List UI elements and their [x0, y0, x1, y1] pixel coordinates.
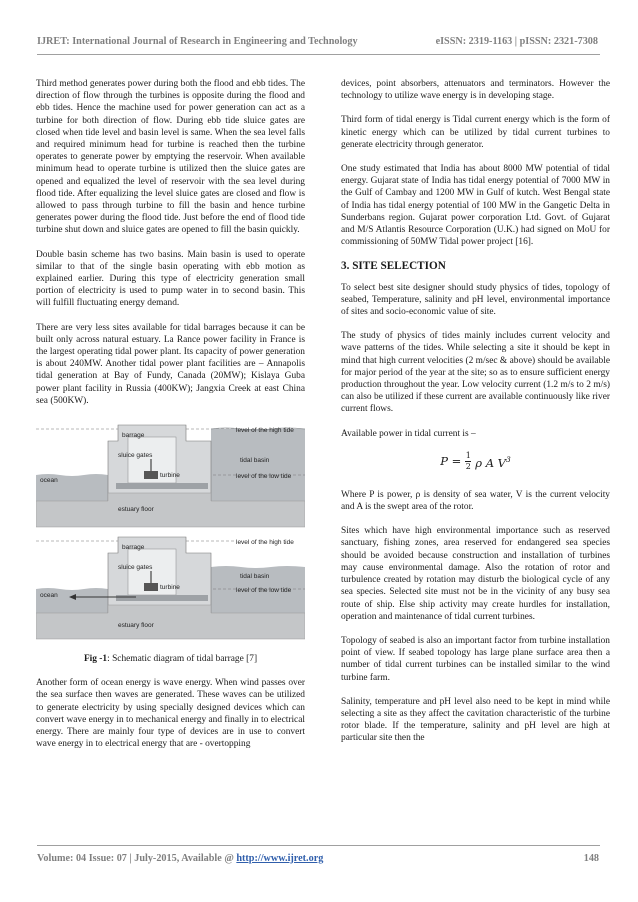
left-column — [36, 78, 305, 763]
label-sluice-gates: sluice gates — [118, 452, 153, 460]
formula-fraction — [465, 452, 471, 471]
lower-diagram — [36, 537, 305, 639]
paragraph: Third method generates power during both the flood and ebb tides. The direction of flow through the turbines is opposite during the flood and ebb tides. Hence the machine used for power generation can act as a turbine for both direction of flow. During ebb tide sluice gates are closed when tide level and basin level is same. When the sea level falls and required minimum head for turbine is reached then the turbine operates to generate power by emptying the reservoir. When available minimum head to operate turbine is utilized then the sluice gates are opened and equalized the level of reservoir with the sea level during flood tide. After equalizing the level sluice gates are closed and flow is allowed to pass through turbine to fill the basin and hence turbine generates power during the flood tide. Just before the end of flood tide turbine shut down and sluice gates are opened to fill the basin quickly. — [36, 79, 305, 236]
paragraph: There are very less sites available for tidal barrages because it can be built only across natural estuary. La Rance power facility in France is the largest operating tidal power plant. Its capacity of power generation is about 240MW. Another tidal power plant facilities are – Annapolis tidal generation at Bay of Fundy, Canada (20MW); Kislaya Guba power plant facility in Russia (400KW); Jangxia Creek at east China sea (500KW). — [36, 322, 305, 406]
power-formula — [341, 452, 610, 471]
label-estuary-floor: estuary floor — [118, 506, 154, 514]
paragraph: The study of physics of tides mainly includes current velocity and wave patterns of the tides. While selecting a site it should be kept in mind that high current velocities (2 m/sec & above) should be available for major period of the year at the site; so as to ensure sufficient energy production throughout the year. Low velocity current (1.2 m/s to 2 m/s) can also be utilized if these current are available continuously like river current flows. — [341, 331, 610, 415]
label-sluice-gates: sluice gates — [118, 564, 153, 572]
paragraph: To select best site designer should study physics of tides, topology of seabed, Temperature, salinity and pH level, environmental importance of sites and socio-economic value of site. — [341, 282, 610, 318]
label-turbine: turbine — [160, 584, 180, 592]
footer-rule — [37, 845, 600, 846]
label-ocean: ocean — [40, 592, 58, 600]
label-high-tide: level of the high tide — [236, 427, 294, 435]
caption-label: Fig -1 — [83, 654, 108, 665]
page-number: 148 — [583, 853, 599, 864]
label-tidal-basin: tidal basin — [240, 573, 270, 581]
label-turbine: turbine — [160, 472, 180, 480]
formula-numerator: 1 — [465, 450, 471, 460]
paragraph: devices, point absorbers, attenuators and terminators. However the technology to utilize wave energy is in developing stage. — [341, 79, 610, 102]
footer-volume — [37, 853, 323, 864]
formula-exponent: 3 — [505, 454, 511, 464]
section-title: 3. SITE SELECTION — [341, 260, 446, 273]
label-tidal-basin: tidal basin — [240, 457, 270, 465]
journal-url-link[interactable]: http://www.ijret.org — [236, 853, 324, 864]
formula-denominator: 2 — [465, 461, 471, 471]
paragraph: Salinity, temperature and pH level also need to be kept in mind while selecting a site as they affect the cavitation characteristic of the turbine rotor blade. If the temperature, salinity and pH level are high at particular site then the — [341, 696, 610, 744]
right-column — [341, 78, 610, 757]
label-estuary-floor: estuary floor — [118, 622, 154, 630]
formula-lhs: P = — [440, 454, 462, 469]
label-low-tide: level of the low tide — [236, 587, 292, 595]
label-low-tide: level of the low tide — [236, 473, 292, 481]
figure-caption — [36, 653, 305, 665]
paragraph: Third form of tidal energy is Tidal current energy which is the form of kinetic energy which can be utilized by tidal current turbines to generate electricity through generator. — [341, 115, 610, 150]
footer-volume-text: Volume: 04 Issue: 07 | July-2015, Available @ — [37, 853, 237, 864]
paragraph: Available power in tidal current is – — [341, 428, 476, 439]
caption-text: : Schematic diagram of tidal barrage [7] — [107, 654, 258, 665]
label-barrage: barrage — [122, 432, 145, 440]
label-high-tide: level of the high tide — [236, 539, 294, 547]
paragraph: Topology of seabed is also an important factor from turbine installation point of view. If seabed topology has large plane surface area then a number of tidal current turbines can be installed similar to the wind turbine farm. — [341, 635, 610, 683]
formula-rhs: ρ A V — [475, 455, 506, 470]
journal-title: IJRET: International Journal of Research in Engineering and Technology — [37, 36, 358, 47]
paragraph: Another form of ocean energy is wave energy. When wind passes over the sea surface then waves are generated. These waves can be utilized to generate electricity by using specially designed devices which can convert wave energy in to mechanical energy and finally in to electrical energy. There are mainly four type of devices are in use to convert wave energy in to electrical energy that are - overtopping — [36, 678, 305, 750]
paragraph: One study estimated that India has about 8000 MW potential of tidal energy. Gujarat state of India has tidal energy potential of 7000 MW in the Gulf of Cambay and 1200 MW in Gulf of kutch. West Bengal state of India has tidal energy potential of 100 MW in the Gangetic Delta in Sunderbans region. Gujarat power corporation Ltd. Govt. of Gujarat and M/S Atlantis Resource Corporation (U.K.) had signed on MoU for commissioning of 50MW Tidal power project [16]. — [341, 164, 610, 248]
page-header — [37, 36, 598, 47]
upper-diagram — [36, 425, 305, 527]
label-ocean: ocean — [40, 477, 58, 485]
paragraph: Sites which have high environmental importance such as reserved sanctuary, fishing zones, area reserved for endangered sea species should be avoided because construction and installation of turbines may cause environmental damage. Also the rotation of rotor and turbulence created by rotation may disturb the biological cycle of any sea species. Selected site must not be in the vicinity of any busy sea route of ship. Else ship activity may create hurdles for installation, operation and maintenance of tidal current turbines. — [341, 526, 610, 622]
paragraph: Double basin scheme has two basins. Main basin is used to operate similar to that of the single basin operating with ebb motion as explained earlier. During this type of electricity generation small portion of electricity is used to pump water in to second basin. This will fulfill fluctuating energy demand. — [36, 249, 305, 309]
paragraph: Where P is power, ρ is density of sea water, V is the current velocity and A is the swept area of the rotor. — [341, 489, 610, 513]
issn-info: eISSN: 2319-1163 | pISSN: 2321-7308 — [435, 36, 598, 47]
tidal-barrage-figure — [36, 419, 305, 649]
label-barrage: barrage — [122, 544, 145, 552]
tidal-barrage-diagram — [36, 419, 305, 649]
header-rule — [37, 54, 600, 55]
page-footer — [37, 853, 599, 864]
